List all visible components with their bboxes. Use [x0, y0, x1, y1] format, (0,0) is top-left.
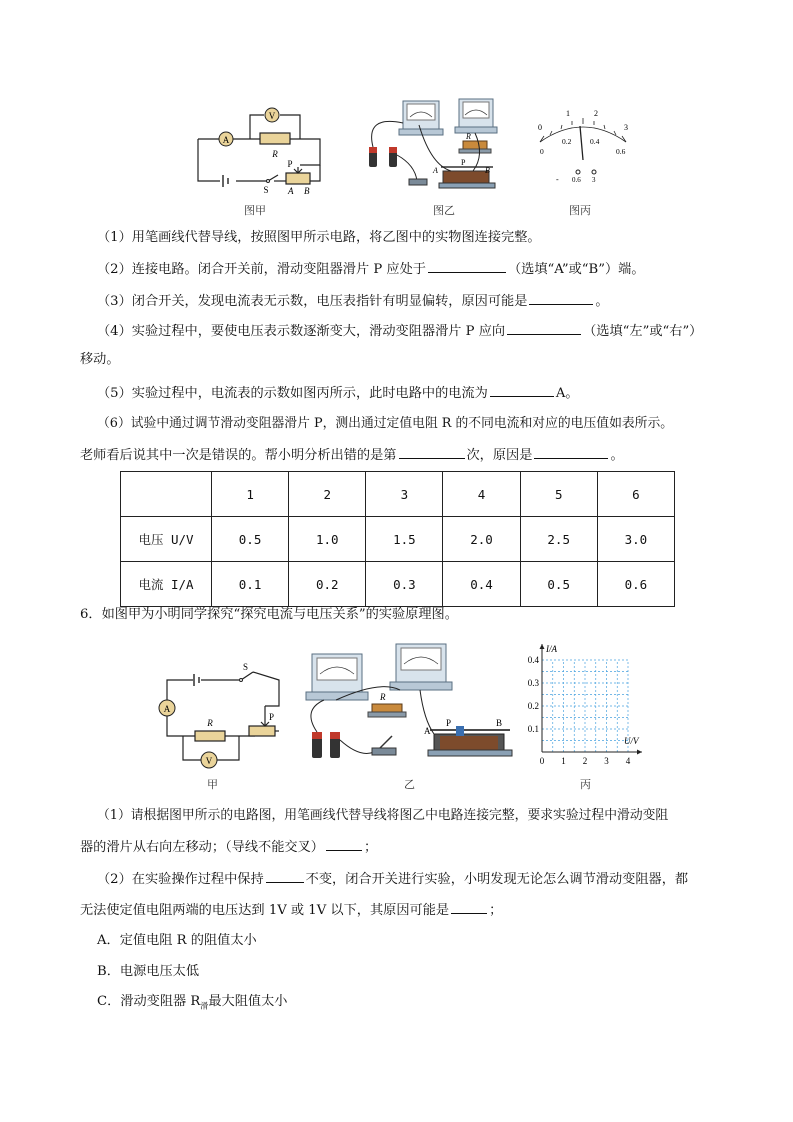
figure-1-apparatus-photo [355, 95, 515, 200]
terminal-0-6: 0.6 [572, 176, 581, 184]
dial-top-0: 0 [538, 123, 542, 132]
dial-top-3: 3 [624, 123, 628, 132]
switch-label: S [243, 662, 249, 672]
option-b: B．电源电压太低 [97, 964, 200, 979]
table-cell: 2.0 [443, 517, 520, 562]
table-row-current [121, 562, 675, 607]
table-cell: 1.5 [366, 517, 443, 562]
table-cell: 0.1 [212, 562, 289, 607]
x-tick-label: 3 [604, 756, 609, 766]
terminal-3: 3 [592, 176, 596, 184]
q5-part3: （3）闭合开关，发现电流表无示数，电压表指针有明显偏转，原因可能是 。 [97, 291, 609, 311]
photo-a-label: A [433, 166, 438, 175]
dial-top-2: 2 [594, 109, 598, 118]
answer-blank[interactable] [399, 445, 465, 459]
option-c: C．滑动变阻器 $R_滑$最大阻值太小 [97, 994, 288, 1011]
resistor-label: R [272, 149, 278, 159]
dial-bottom-1: 0.2 [562, 137, 572, 146]
photo-p-label: P [446, 718, 452, 728]
x-tick-label: 1 [561, 756, 566, 766]
caption-bing: 图丙 [569, 204, 591, 217]
voltmeter-label: V [205, 756, 213, 766]
data-table [120, 471, 675, 607]
slider-label: P [269, 712, 275, 722]
q5-part6: （6）试验中通过调节滑动变阻器滑片 P，测出通过定值电阻 R 的不同电流和对应的电压值如表所示。 [97, 416, 674, 431]
q5-part4-cont: 移动。 [80, 352, 120, 367]
y-tick-label: 0.1 [527, 724, 539, 734]
answer-blank[interactable] [266, 869, 304, 883]
photo-r-label: R [466, 132, 471, 141]
q5-part1: （1）用笔画线代替导线，按照图甲所示电路，将乙图中的实物图连接完整。 [97, 230, 541, 245]
x-tick-label: 4 [625, 756, 631, 766]
photo-a-label: A [424, 726, 431, 736]
photo-r-label: R [380, 692, 386, 702]
table-cell: 0.4 [443, 562, 520, 607]
table-cell: 0.5 [212, 517, 289, 562]
dial-bottom-0: 0 [540, 147, 544, 156]
q6-part1: （1）请根据图甲所示的电路图，用笔画线代替导线将图乙中电路连接完整，要求实验过程中滑动变阻 [97, 808, 669, 823]
table-header-row [121, 472, 675, 517]
ammeter-label: A [222, 135, 230, 145]
x-tick-label: 2 [582, 756, 588, 766]
dial-top-1: 1 [566, 109, 570, 118]
figure-1-circuit-diagram [190, 97, 330, 197]
table-cell: 2.5 [520, 517, 597, 562]
y-tick-label: 0.4 [527, 655, 539, 665]
caption-yi: 图乙 [433, 204, 455, 217]
q6-part2-cont: 无法使定值电阻两端的电压达到 1V 或 1V 以下，其原因可能是 ； [80, 900, 502, 920]
table-header-cell: 3 [366, 472, 443, 517]
caption-yi-2: 乙 [404, 778, 415, 791]
caption-jia: 图甲 [244, 204, 266, 217]
table-cell: 0.3 [366, 562, 443, 607]
q5-part6-cont: 老师看后说其中一次是错误的。帮小明分析出错的是第 次，原因是 。 [80, 445, 624, 465]
answer-blank[interactable] [451, 900, 487, 914]
q5-part4: （4）实验过程中，要使电压表示数逐渐变大，滑动变阻器滑片 P 应向 （选填“左”或“右”） [97, 321, 702, 341]
y-axis-label: I/A [546, 644, 557, 654]
answer-blank[interactable] [529, 291, 593, 305]
y-tick-label: 0.3 [527, 678, 539, 688]
figure-2-circuit-diagram [155, 660, 285, 770]
table-cell: 1.0 [289, 517, 366, 562]
ammeter-label: A [163, 704, 171, 714]
answer-blank[interactable] [534, 445, 608, 459]
caption-bing-2: 丙 [580, 778, 591, 791]
row-label-voltage: 电压 U/V [121, 517, 212, 562]
q6-part1-cont: 器的滑片从右向左移动；（导线不能交叉） ； [80, 837, 377, 857]
ui-chart [520, 640, 650, 770]
table-header-cell: 1 [212, 472, 289, 517]
resistor-label: R [207, 718, 213, 728]
answer-blank[interactable] [326, 837, 362, 851]
end-b-label: B [304, 186, 310, 196]
voltmeter-label: V [268, 111, 276, 121]
dial-bottom-2: 0.4 [590, 137, 600, 146]
q5-part2: （2）连接电路。闭合开关前，滑动变阻器滑片 P 应处于 （选填“A”或“B”）端。 [97, 259, 645, 279]
table-cell: 0.6 [597, 562, 674, 607]
answer-blank[interactable] [428, 259, 506, 273]
answer-blank[interactable] [507, 321, 581, 335]
end-a-label: A [288, 186, 294, 196]
photo-p-label: P [461, 158, 466, 167]
option-a: A．定值电阻 R 的阻值太小 [97, 933, 257, 948]
x-axis-arrow [637, 750, 642, 755]
caption-jia-2: 甲 [207, 778, 218, 791]
row-label-current: 电流 I/A [121, 562, 212, 607]
y-axis-arrow [540, 644, 545, 649]
figure-1-ammeter-dial [528, 108, 638, 188]
switch-label: S [263, 185, 269, 195]
table-header-cell: 4 [443, 472, 520, 517]
photo-b-label: B [485, 166, 490, 175]
photo-b-label: B [496, 718, 503, 728]
q6-title: 6．如图甲为小明同学探究“探究电流与电压关系”的实验原理图。 [80, 607, 458, 622]
x-axis-label: U/V [624, 736, 639, 746]
q5-part5: （5）实验过程中，电流表的示数如图丙所示，此时电路中的电流为 A。 [97, 383, 579, 403]
figure-2-apparatus-photo [300, 640, 525, 765]
x-tick-label: 0 [539, 756, 545, 766]
slider-label: P [287, 159, 293, 169]
table-cell: 3.0 [597, 517, 674, 562]
y-tick-label: 0.2 [527, 701, 539, 711]
table-cell: 0.2 [289, 562, 366, 607]
table-corner-cell [121, 472, 212, 517]
table-cell: 0.5 [520, 562, 597, 607]
table-row-voltage [121, 517, 675, 562]
terminal-minus: - [556, 175, 559, 184]
q6-part2: （2）在实验操作过程中保持 不变，闭合开关进行实验，小明发现无论怎么调节滑动变阻器，都 [97, 869, 688, 889]
dial-bottom-3: 0.6 [616, 147, 626, 156]
answer-blank[interactable] [490, 383, 554, 397]
table-header-cell: 5 [520, 472, 597, 517]
table-header-cell: 2 [289, 472, 366, 517]
table-header-cell: 6 [597, 472, 674, 517]
